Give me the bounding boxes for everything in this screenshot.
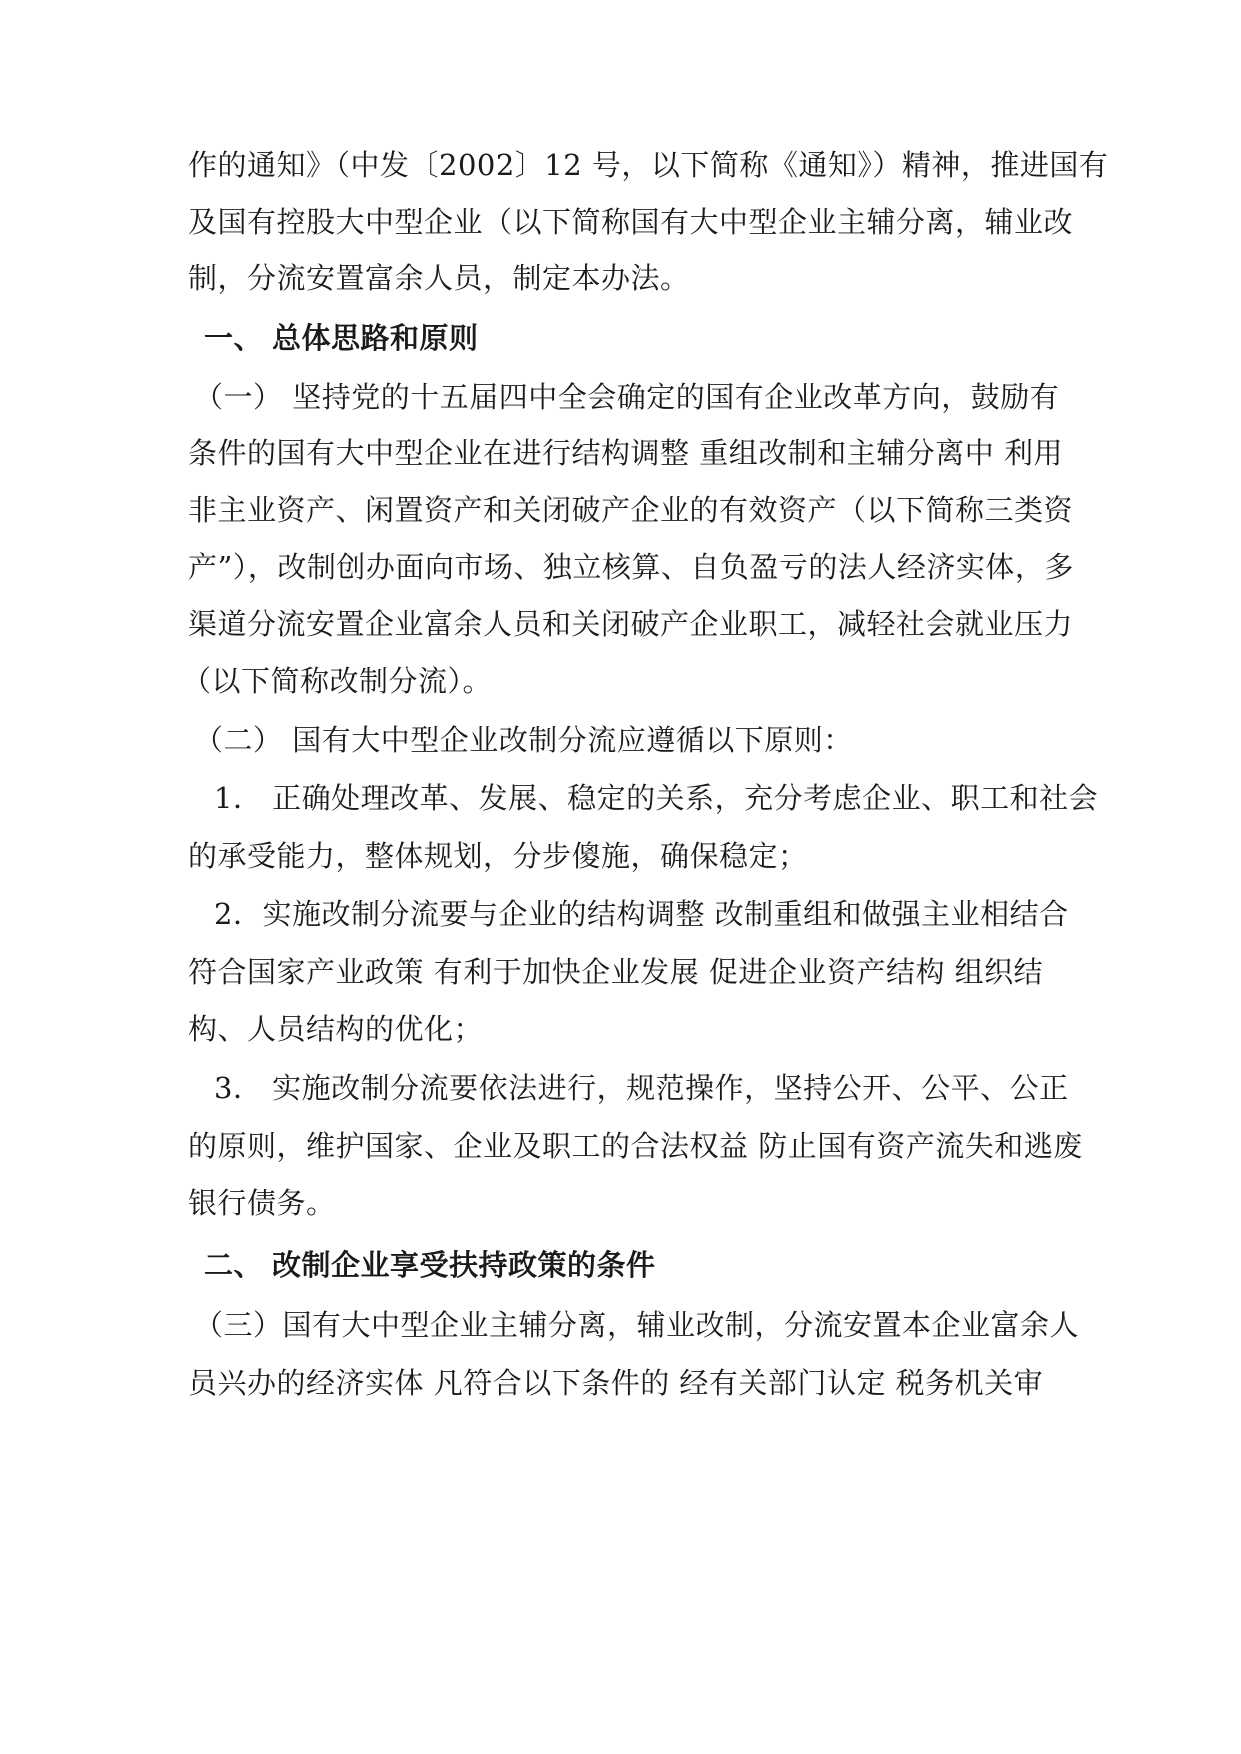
body-line: 渠道分流安置企业富余人员和关闭破产企业职工，减轻社会就业压力 (188, 607, 1074, 641)
section-heading-number: 一、 (204, 321, 264, 355)
body-line: 制，分流安置富余人员，制定本办法。 (188, 261, 690, 295)
body-line: （二） 国有大中型企业改制分流应遵循以下原则： (194, 723, 853, 757)
body-line: （三）国有大中型企业主辅分离，辅业改制，分流安置本企业富余人 (194, 1308, 1080, 1342)
body-line: 的承受能力，整体规划，分步傻施，确保稳定； (188, 839, 808, 873)
body-line: 3． 实施改制分流要依法进行，规范操作，坚持公开、公平、公正 (214, 1071, 1069, 1105)
body-line: 符合国家产业政策 有利于加快企业发展 促进企业资产结构 组织结 (188, 955, 1044, 989)
body-line: 非主业资产、闲置资产和关闭破产企业的有效资产（以下简称三类资 (188, 493, 1074, 527)
body-line: 构、人员结构的优化； (188, 1012, 484, 1046)
section-heading-1 (204, 318, 479, 358)
section-heading-number: 二、 (204, 1248, 264, 1282)
body-line: 条件的国有大中型企业在进行结构调整 重组改制和主辅分离中 利用 (188, 436, 1063, 470)
body-line: 2．实施改制分流要与企业的结构调整 改制重组和做强主业相结合 (214, 897, 1069, 931)
body-line: 员兴办的经济实体 凡符合以下条件的 经有关部门认定 税务机关审 (188, 1366, 1044, 1400)
body-line: （一） 坚持党的十五届四中全会确定的国有企业改革方向，鼓励有 (194, 380, 1060, 414)
body-line: 作的通知》（中发〔2002〕12 号，以下简称《通知》）精神，推进国有 (188, 148, 1109, 182)
section-heading-2 (204, 1245, 656, 1285)
body-line: 1． 正确处理改革、发展、稳定的关系，充分考虑企业、职工和社会 (214, 781, 1099, 815)
body-line: 产”），改制创办面向市场、独立核算、自负盈亏的法人经济实体，多 (188, 550, 1074, 584)
section-heading-text: 总体思路和原则 (272, 321, 479, 355)
body-line: 的原则，维护国家、企业及职工的合法权益 防止国有资产流失和逃废 (188, 1129, 1083, 1163)
body-line: （以下简称改制分流）。 (182, 664, 493, 698)
body-line: 及国有控股大中型企业（以下简称国有大中型企业主辅分离，辅业改 (188, 205, 1074, 239)
body-line: 银行债务。 (188, 1186, 336, 1220)
section-heading-text: 改制企业享受扶持政策的条件 (272, 1248, 656, 1282)
